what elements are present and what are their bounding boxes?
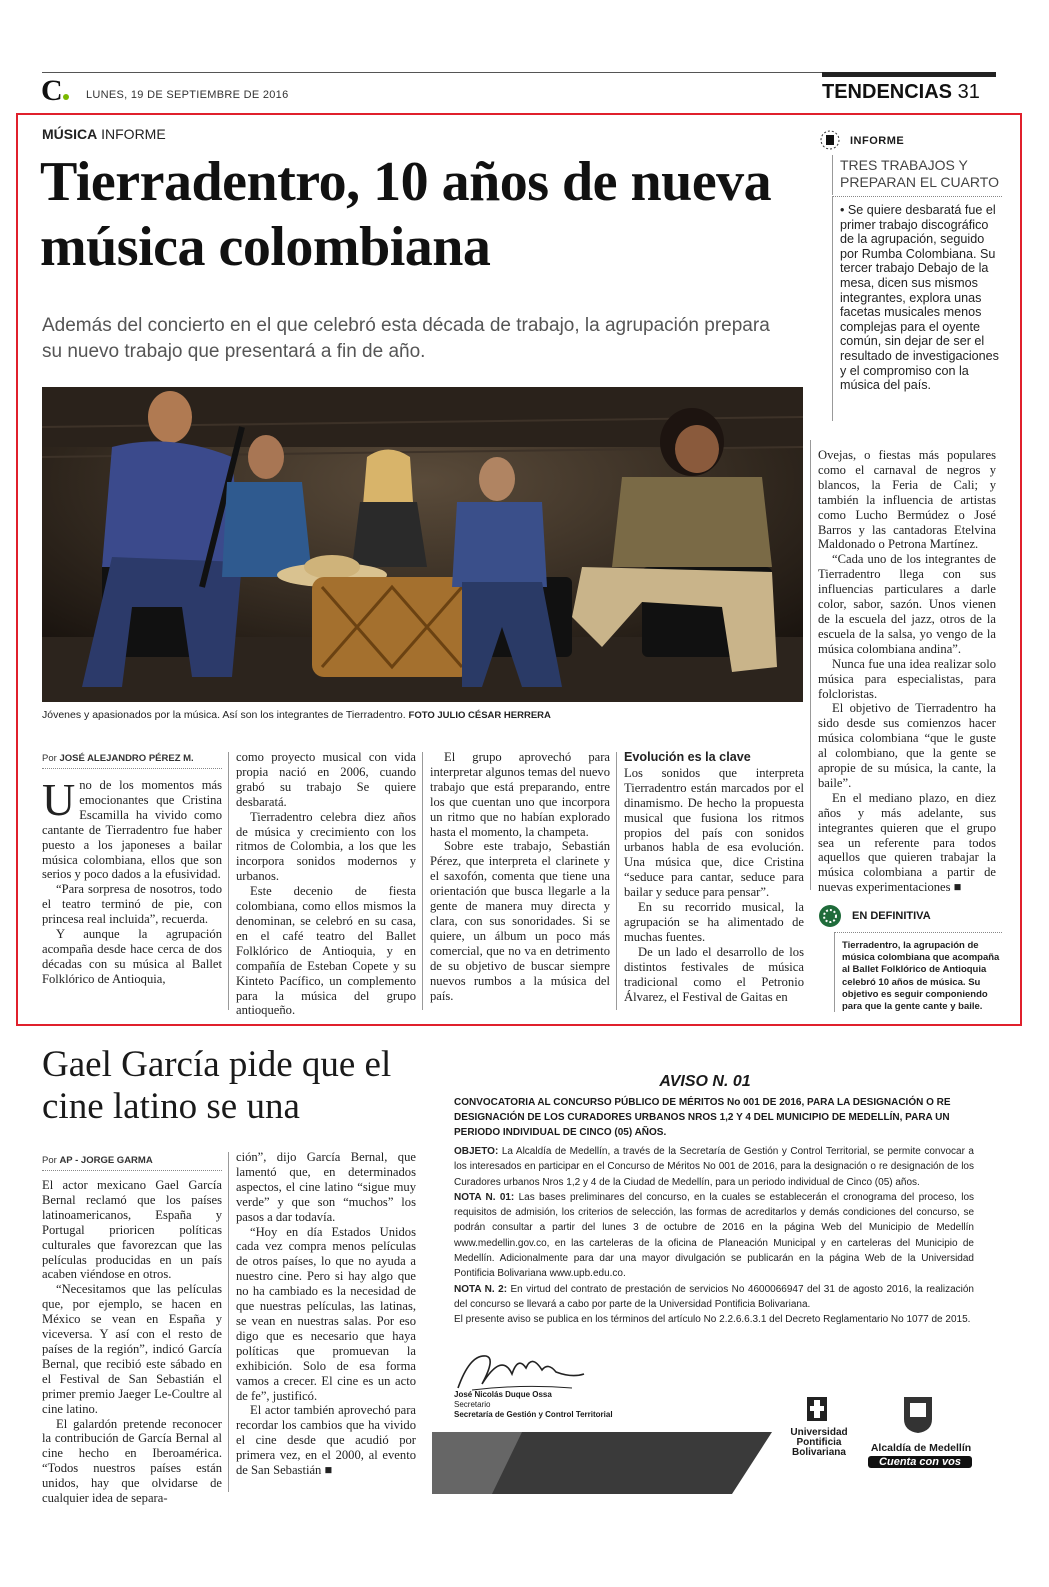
paragraph: En el mediano plazo, en diez años y más adelante, sus integrantes quieren que el grupo sea un referente para todos aquellos que quieren trabajar la música colombiana a partir de nuevas experimentaciones ■ [818,790,996,895]
byline-rule [42,768,222,769]
paragraph: ción”, dijo García Bernal, que lamentó que, en determinados aspectos, el cine latino “sigue muy verde” y que son “muchos” los pasos a dar todavía. [236,1150,416,1224]
article-column-3 [430,750,610,1003]
signature-block [454,1390,613,1420]
article-column-2 [236,750,416,1018]
summary-rule [834,932,835,1012]
paragraph: El actor mexicano Gael García Bernal reclamó que los países latinoamericanos, España y Portugal prioricen políticas culturales que favorezcan que las películas producidas en un país acaben viéndose en otros. [42,1178,222,1282]
notice-nota-2: NOTA N. 2: En virtud del contrato de prestación de servicios No 4600066947 del 31 de agosto 2016, la realización del concurso se llevará a cabo por parte de la Universidad Pontificia Bolivariana. [454,1283,974,1310]
paragraph: Tierradentro celebra diez años de música y crecimiento con los ritmos de Colombia, a los que les incorpora sonidos modernos y urbanos. [236,809,416,884]
upb-logo: Universidad Pontificia Bolivariana [790,1427,848,1458]
paragraph: Los sonidos que interpreta Tierradentro están marcados por el dinamismo. De hecho la propuesta musical que fusiona los ritmos propios del país con sonidos urbanos habla de esa evolución. Una música que, dice Cristina “seduce para cantar, seduce para bailar y seduce para pensar”. [624,765,804,900]
document-icon [820,130,840,150]
sidebar-title: INFORME [850,135,905,147]
notice-body [454,1144,974,1328]
issue-date: LUNES, 19 DE SEPTIEMBRE DE 2016 [86,89,289,101]
byline-rule [42,1170,222,1171]
paragraph: Nunca fue una idea realizar solo música para especialistas, para folcloristas. [818,656,996,701]
medellin-logo-line1: Alcaldía de Medellín [870,1442,972,1454]
paragraph: “Hoy en día Estados Unidos cada vez compra menos películas de otros países, lo que no ayuda a nuestro cine. Pero si hay algo que no ha cambiado es la necesidad de que nuestras películas, las latinas, se vean en nuestras salas. Por eso digo que es necesario que haya políticas que promuevan la exhibición. Solo de esa forma vamos a crecer. El cine es un acto de fe”, justificó. [236,1224,416,1403]
sidebar-dotted-rule [832,196,1002,197]
paragraph: Sobre este trabajo, Sebastián Pérez, que interpreta el clarinete y el saxofón, comenta que tiene una orientación que busca llegarle a la gente de manera muy directa y clara, con sus sonoridades. Si se quiere, un álbum un poco más comercial, que no va en detrimento de su objetivo de buscar siempre nuevos rumbos a la música del país. [430,839,610,1003]
article2-headline: Gael García pide que el cine latino se una [42,1044,392,1127]
section-bar [822,72,996,77]
notice-nota-1: NOTA N. 01: Las bases preliminares del concurso, en la cuales se establecerán el cronograma del proceso, los requisitos de admisión, los criterios de selección, las formas de acreditarlos y demás condiciones del concurso, se podrán consultar a partir del lunes 3 de octubre de 2016 en la página Web del Municipio de Medellín www.medellin.gov.co, en las carteleras de la oficina de Planeación Municipal y en carteleras del Municipio de Medellín. Adicionalmente para dar una mayor divulgación se publicarán en la página Web de la Universidad Pontificia Bolivariana www.upb.edu.co. [454,1191,975,1280]
signature [452,1344,602,1396]
summary-body: Tierradentro, la agrupación de música colombiana que acompaña al Ballet Folklórico de Antioquia celebró 10 años de música. Su objetivo es seguir componiendo para que la gente cante y baile. [842,940,1000,1013]
column-rule [228,752,229,1010]
paragraph: “Para sorpresa de nosotros, todo el teatro terminó de pie, con princesa real incluida”, recuerda. [42,882,222,927]
paragraph: Ovejas, o fiestas más populares como el carnaval de negros y blancos, la Feria de Cali; y también la influencia de artistas como Lucho Bermúdez o José Barros y las cantadoras Etelvina Maldonado o Petrona Martínez. [818,448,996,552]
article-column-1 [42,774,222,987]
medellin-shield-icon [898,1395,938,1435]
paragraph: El objetivo de Tierradentro ha sido desde sus comienzos hacer música colombiana “que le guste al colombiano, que la gente se apropie de su música, la cante, la baile”. [818,701,996,790]
article-deck: Además del concierto en el que celebró esta década de trabajo, la agrupación prepara su nuevo trabajo que presentará a fin de año. [42,315,770,362]
notice-final: El presente aviso se publica en los términos del artículo No 2.2.6.6.3.1 del Decreto Reglamentario No 1077 de 2015. [454,1314,971,1326]
notice-title: AVISO N. 01 [659,1073,751,1090]
column-rule [422,752,423,1010]
sidebar-subtitle: TRES TRABAJOS Y PREPARAN EL CUARTO [840,157,999,190]
notice-heading: CONVOCATORIA AL CONCURSO PÚBLICO DE MÉRITOS No 001 DE 2016, PARA LA DESIGNACIÓN O RE DESIGNACIÓN DE LOS CURADORES URBANOS NROS 1,2 Y 4 DEL MUNICIPIO DE MEDELLÍN, PARA UN PERIODO INDIVIDUAL DE CINCO (05) AÑOS. [454,1097,951,1138]
paragraph: El actor también aprovechó para recordar los cambios que ha vivido el cine desde que acudió por primera vez, en el 2000, al evento de San Sebastián ■ [236,1403,416,1478]
sidebar-rule [832,155,833,195]
upb-crest-icon [787,1395,847,1423]
page-number: 31 [957,81,980,103]
article2-column-2 [236,1150,416,1478]
sidebar-body: • Se quiere desbaratá fue el primer trabajo discográfico de la agrupación, seguido por Rumba Colombiana. Su tercer trabajo Debajo de la mesa, dicen sus mismos integrantes, explora unas facetas musicales menos complejas para el oyente común, sin dejar de ser el resultado de investigaciones y el compromiso con la música del país. [840,203,999,393]
paragraph: no de los momentos más emocionantes que Cristina Escamilla ha vivido como cantante de Tierradentro fue haber puesto a los japoneses a bailar música colombiana, ellos que son serios y poco dados a la efusividad. [42,778,222,882]
paragraph: De un lado el desarrollo de los distintos festivales de música tradicional como el Petronio Álvarez, el Festival de Gaitas en [624,944,804,1004]
signer-role: Secretario [454,1400,491,1409]
summary-icon [818,904,842,928]
signer-name: José Nicolás Duque Ossa [454,1390,552,1399]
paragraph: El galardón pretende reconocer la contribución de García Bernal al cine hecho en Iberoamérica. “Todos nuestros países están unidos, hay que olvidarse de cualquier idea de separa- [42,1416,222,1506]
column-rule [228,1152,229,1492]
article-column-5 [818,448,996,895]
article2-byline: Por AP - JORGE GARMA [42,1155,153,1166]
newspaper-logo: C [41,74,63,107]
paragraph: “Cada uno de los integrantes de Tierradentro llega con sus influencias particulares a darle color, sabor, sazón. Unos vienen de la escuela del jazz, otros de la escuela de la salsa, yo vengo de la música colombiana andina”. [818,552,996,656]
paragraph: El grupo aprovechó para interpretar algunos temas del nuevo trabajo que está preparando, entre los que cuentan uno que incorpora un ritmo que no habían explorado hasta el momento, la champeta. [430,750,610,839]
paragraph: Este decenio de fiesta colombiana, como ellos mismos la denominan, se celebró en su casa, en el café teatro del Ballet Folklórico de Antioquia, y en compañía de Esteban Copete y su Kinteto Pacífico, un complemento para la música del grupo antioqueño. [236,884,416,1018]
article-kicker: MÚSICA INFORME [42,126,166,142]
medellin-logo-line2: Cuenta con vos [868,1456,972,1468]
logo-dot [63,94,69,100]
article2-column-1 [42,1178,222,1506]
article-column-4 [624,750,804,1004]
section-label: TENDENCIAS 31 [822,81,980,103]
summary-title: EN DEFINITIVA [852,910,931,922]
summary-dotted-rule [834,932,1002,933]
paragraph: como proyecto musical con vida propia nació en 2006, cuando grabó su trabajo Se quiere desbaratá. [236,750,416,809]
paragraph: En su recorrido musical, la agrupación se ha alimentado de muchas fuentes. [624,900,804,944]
column-rule [616,752,617,1010]
paragraph: “Necesitamos que las películas que, por ejemplo, se hacen en México se vean en España y viceversa. Y así con el resto de países de la región”, indicó García Bernal, que recibió este sábado en el Festival de San Sebastián el primer premio Jaeger Le-Coultre al cine latino. [42,1282,222,1416]
article-headline: Tierradentro, 10 años de nueva música colombiana [40,151,772,278]
photo-caption: Jóvenes y apasionados por la música. Así son los integrantes de Tierradentro. FOTO JULIO CÉSAR HERRERA [42,709,551,721]
article-byline: Por JOSÉ ALEJANDRO PÉREZ M. [42,753,194,764]
photo-credit: FOTO JULIO CÉSAR HERRERA [408,710,551,721]
paragraph: Y aunque la agrupación acompaña desde hace cerca de dos décadas con su música al Ballet Folklórico de Antioquia, [42,927,222,986]
section-subhead: Evolución es la clave [624,750,751,764]
band-photo [42,387,803,702]
notice-objeto: OBJETO: La Alcaldía de Medellín, a través de la Secretaría de Gestión y Control Territorial, se permite convocar a los interesados en participar en el Concurso de Méritos No 001 de 2016, para la designación o re designación de los Curadores urbanos Nros 1,2 y 4 de la Ciudad de Medellín, para un periodo individual de Cinco (05) años. [454,1146,974,1188]
column-rule [810,440,811,890]
sidebar-rule [832,196,833,421]
signer-office: Secretaría de Gestión y Control Territorial [454,1410,613,1419]
drop-cap: U [42,774,76,825]
